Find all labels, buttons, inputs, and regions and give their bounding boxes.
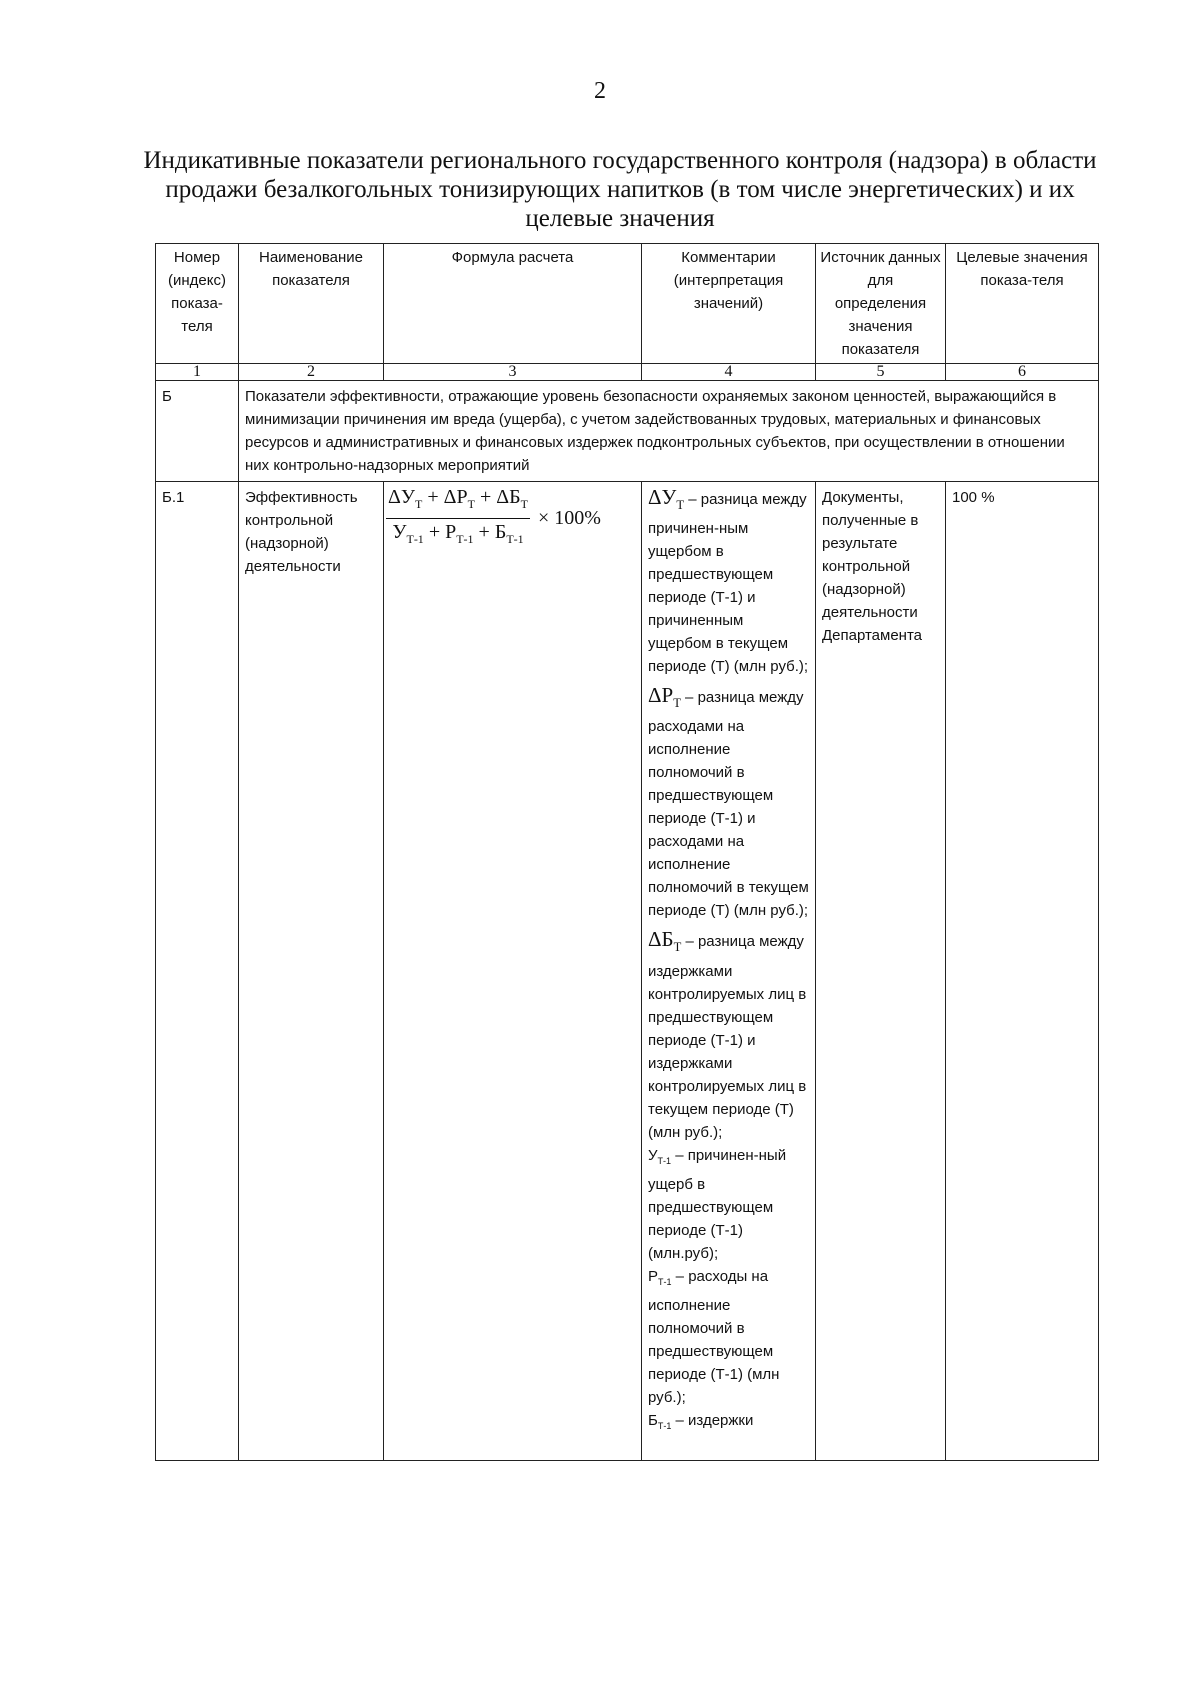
- indicator-name: Эффективность контрольной (надзорной) деятельности: [239, 482, 384, 1461]
- column-number: 5: [816, 364, 946, 381]
- header-target: Целевые значения показа-теля: [946, 244, 1099, 364]
- comment-text: – издержки: [671, 1411, 754, 1429]
- column-number: 3: [384, 364, 642, 381]
- formula-numerator: $\Delta У_Т + \Delta Р_Т + \Delta Б_Т$: [386, 486, 530, 519]
- column-number: 6: [946, 364, 1099, 381]
- column-number: 1: [156, 364, 239, 381]
- comment-symbol: $\Delta У_Т$: [648, 485, 685, 513]
- comment-text: – разница между расходами на исполнение полномочий в предшествующем периоде (Т-1) и расходами на исполнение полномочий в текущем периоде (Т) (млн руб.);: [648, 689, 809, 920]
- comment-entry: [648, 486, 809, 678]
- comment-entry: [648, 928, 809, 1143]
- header-name: Наименование показателя: [239, 244, 384, 364]
- section-row: [156, 381, 1099, 482]
- comment-text: – расходы на исполнение полномочий в предшествующем периоде (Т-1) (млн руб.);: [648, 1267, 780, 1406]
- comment-symbol: $Р_{Т-1}$: [648, 1267, 672, 1287]
- table-header-row: [156, 244, 1099, 364]
- indicator-index: Б.1: [156, 482, 239, 1461]
- comment-symbol: $У_{Т-1}$: [648, 1146, 672, 1166]
- indicator-source: Документы, полученные в результате контрольной (надзорной) деятельности Департамента: [816, 482, 946, 1461]
- header-source: Источник данных для определения значения показателя: [816, 244, 946, 364]
- comment-symbol: $Б_{Т-1}$: [648, 1411, 672, 1431]
- comment-text: – разница между издержками контролируемых лиц в предшествующем периоде (Т-1) и издержками контролируемых лиц в текущем периоде (Т) (млн руб.);: [648, 933, 807, 1141]
- indicators-table: [155, 243, 1099, 1461]
- comment-entry: [648, 1144, 809, 1265]
- indicator-comments: [642, 482, 816, 1461]
- comment-symbol: $\Delta Б_Т$: [648, 927, 682, 955]
- section-code: Б: [156, 381, 239, 482]
- column-number-row: [156, 364, 1099, 381]
- page-number: 2: [594, 78, 606, 104]
- section-description: Показатели эффективности, отражающие уровень безопасности охраняемых законом ценностей, выражающийся в минимизации причинения им вреда (ущерба), с учетом задействованных трудовых, материальных и финансовых ресурсов и административных и финансовых издержек подконтрольных субъектов, при осуществлении в отношении них контрольно-надзорных мероприятий: [239, 381, 1099, 482]
- column-number: 2: [239, 364, 384, 381]
- comment-entry: [648, 1409, 809, 1438]
- comment-symbol: $\Delta Р_Т$: [648, 683, 681, 711]
- formula-multiplier: × 100%: [537, 507, 601, 529]
- comment-entry: [648, 1265, 809, 1409]
- formula-denominator: $У_{Т-1} + Р_{Т-1} + Б_{Т-1}$: [392, 521, 524, 546]
- header-formula: Формула расчета: [384, 244, 642, 364]
- indicator-target: 100 %: [946, 482, 1099, 1461]
- header-comments: Комментарии (интерпретация значений): [642, 244, 816, 364]
- table-row: [156, 482, 1099, 1461]
- comment-text: – разница между причинен-ным ущербом в предшествующем периоде (Т-1) и причиненным ущербом в текущем периоде (Т) (млн руб.);: [648, 491, 809, 676]
- header-index: Номер (индекс) показа-теля: [156, 244, 239, 364]
- comment-entry: [648, 684, 809, 922]
- comment-text: – причинен-ный ущерб в предшествующем периоде (Т-1) (млн.руб);: [648, 1146, 787, 1262]
- document-title: Индикативные показатели регионального государственного контроля (надзора) в области продажи безалкогольных тонизирующих напитков (в том числе энергетических) и их целевые значения: [143, 147, 1097, 232]
- indicator-formula-cell: [384, 482, 642, 1461]
- column-number: 4: [642, 364, 816, 381]
- formula: [386, 486, 635, 551]
- formula-fraction: [386, 486, 530, 551]
